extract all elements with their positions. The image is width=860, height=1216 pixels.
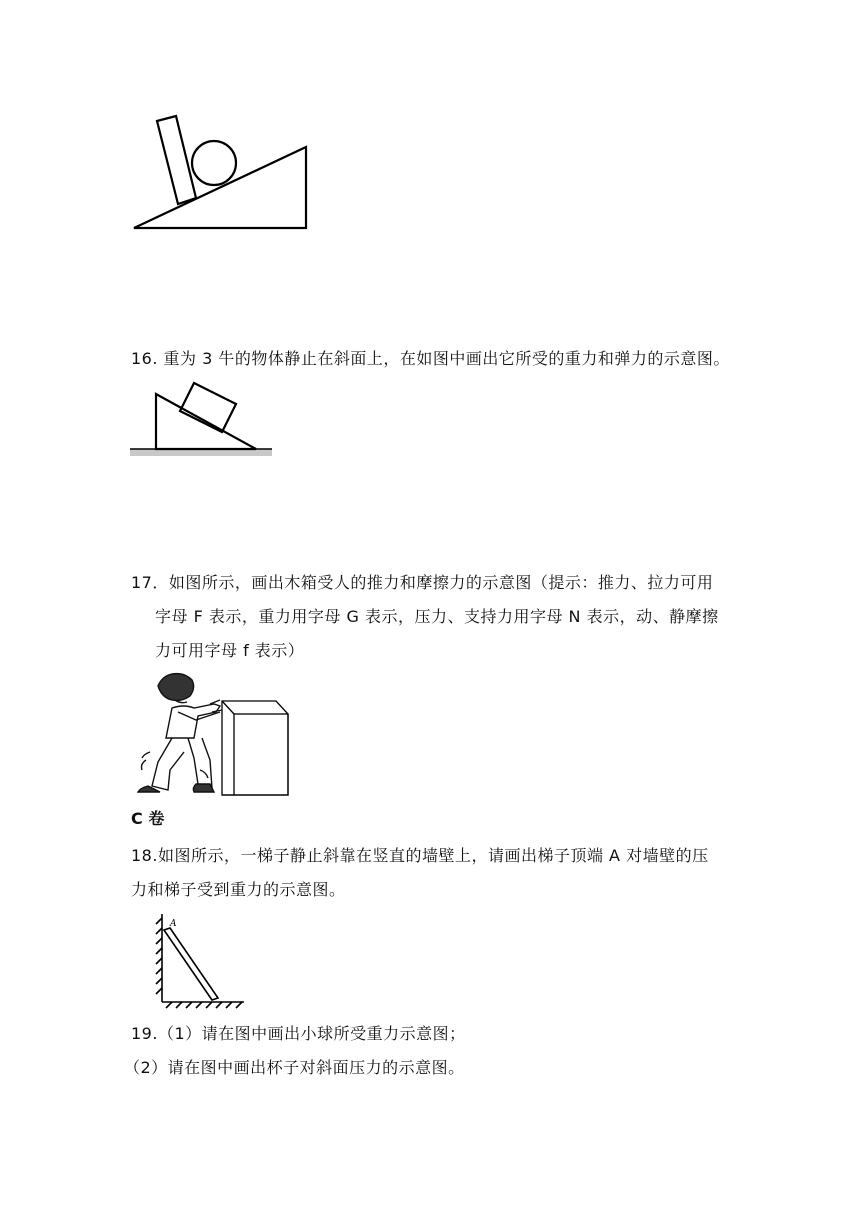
question-19-line-2: （2）请在图中画出杯子对斜面压力的示意图。 [124,1058,465,1077]
question-19-line-1: 19.（1）请在图中画出小球所受重力示意图； [131,1024,466,1043]
question-18-line-1: 18.如图所示，一梯子静止斜靠在竖直的墙壁上，请画出梯子顶端 A 对墙壁的压 [131,846,709,865]
question-18-line-2: 力和梯子受到重力的示意图。 [131,880,346,899]
question-17-line-1: 17．如图所示，画出木箱受人的推力和摩擦力的示意图（提示：推力、拉力可用 [131,573,714,592]
ladder [164,928,218,1000]
question-16: 16. 重为 3 牛的物体静止在斜面上，在如图中画出它所受的重力和弹力的示意图。 [131,349,730,368]
question-17-line-2: 字母 F 表示，重力用字母 G 表示，压力、支持力用字母 N 表示，动、静摩擦 [155,607,719,626]
question-17-line-3: 力可用字母 f 表示） [155,641,305,660]
ladder-label-a: A [170,919,177,929]
section-c-heading: C 卷 [131,809,165,828]
